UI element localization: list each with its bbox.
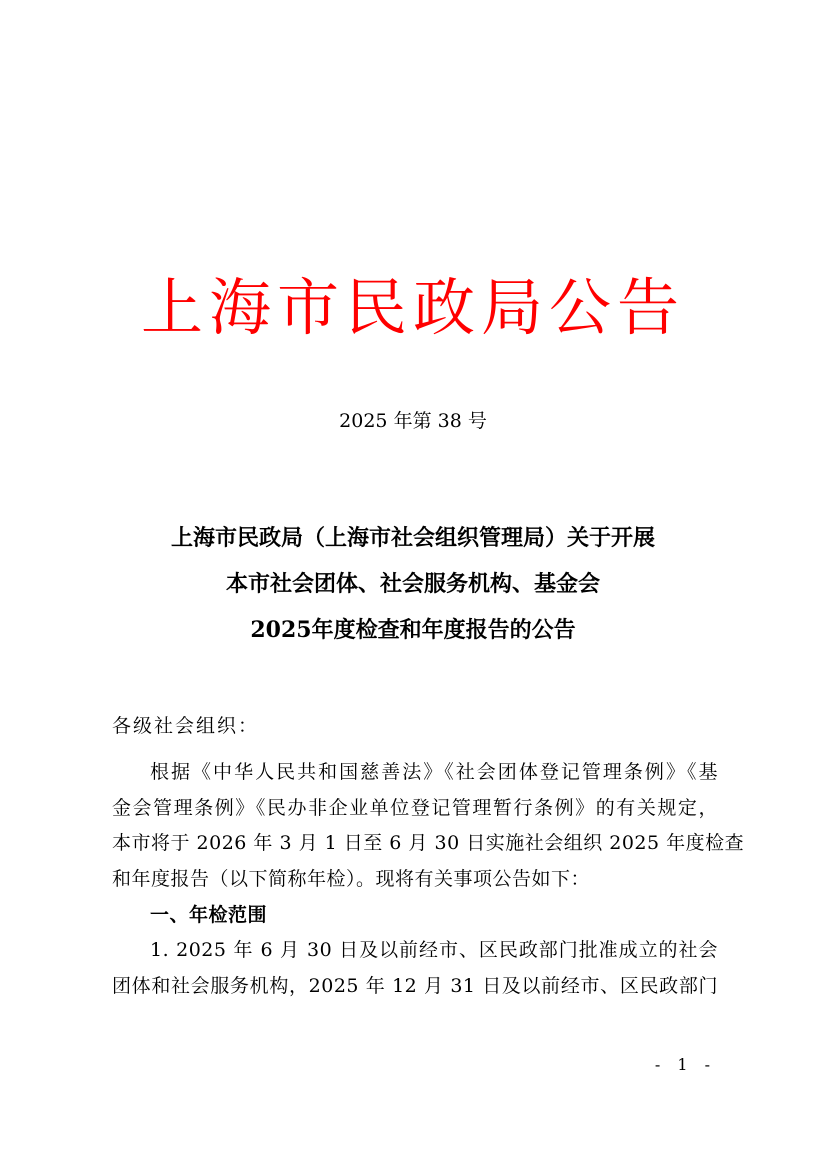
salutation: 各级社会组织： [112,715,260,737]
body-line-1: 根据《中华人民共和国慈善法》《社会团体登记管理条例》《基 [150,761,718,783]
body-line-3: 本市将于 2026 年 3 月 1 日至 6 月 30 日实施社会组织 2025 年度检查 [112,832,745,855]
document-title [0,523,826,661]
issuer-header: 上海市民政局公告 [140,271,685,344]
page-number: - 1 - [654,1055,716,1074]
body-line-7: 团体和社会服务机构，2025 年 12 月 31 日及以前经市、区民政部门 [112,975,718,998]
body-line-6: 1. 2025 年 6 月 30 日及以前经市、区民政部门批准成立的社会 [150,939,718,962]
document-number: 2025 年第 38 号 [339,410,487,432]
body-line-2: 金会管理条例》《民办非企业单位登记管理暂行条例》的有关规定， [112,796,718,819]
title-line-3: 2025年度检查和年度报告的公告 [250,617,576,643]
title-line-2: 本市社会团体、社会服务机构、基金会 [225,571,600,597]
section-heading-scope: 一、年检范围 [150,903,268,926]
body-text [112,757,745,1007]
title-line-1: 上海市民政局（上海市社会组织管理局）关于开展 [170,525,655,551]
body-line-4: 和年度报告（以下简称年检）。现将有关事项公告如下： [112,868,591,891]
